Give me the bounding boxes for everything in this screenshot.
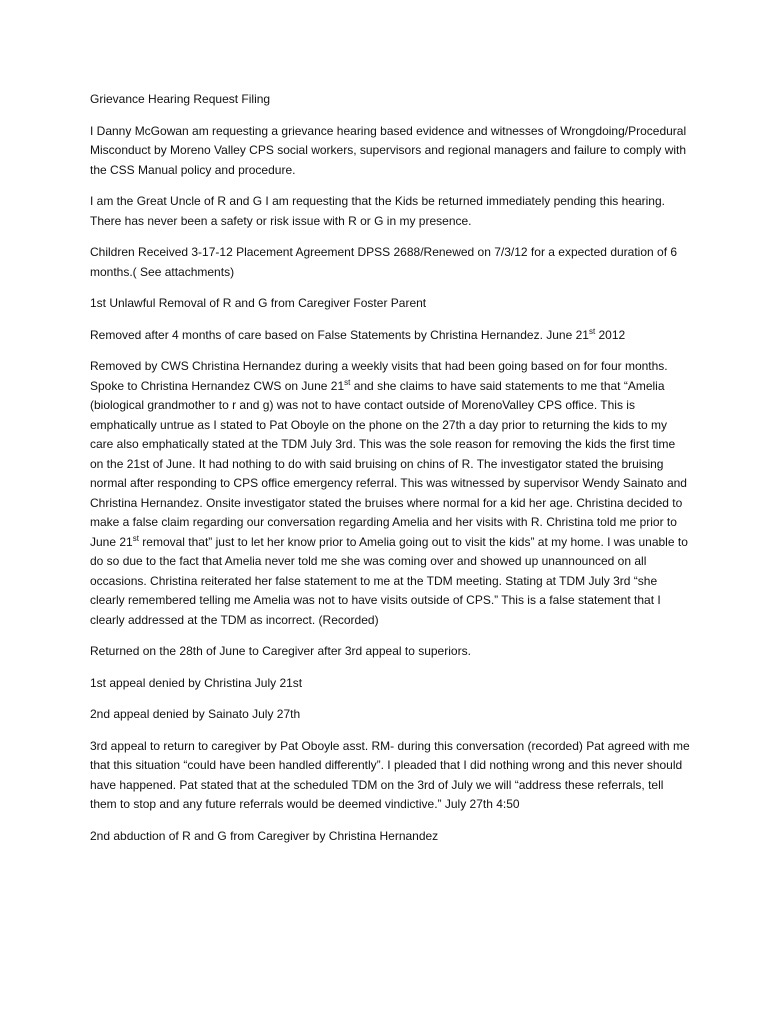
section-heading-first-removal: 1st Unlawful Removal of R and G from Caregiver Foster Parent [90,296,427,310]
paragraph-placement: Children Received 3-17-12 Placement Agreement DPSS 2688/Renewed on 7/3/12 for a expected duration of 6 months.( See attachments) [90,245,678,279]
paragraph-removed-date [90,326,690,346]
removed-date-sup: st [588,326,596,336]
removal-details-sup2: st [132,533,139,543]
removal-details-part1: Removed by CWS Christina Hernandez during a weekly visits that had been going based on for four months. Spoke to Christina Hernandez CWS on June 21 [90,359,668,393]
document-body [90,90,690,858]
removal-details-part2: and she claims to have said statements to me that “Amelia (biological grandmother to r and g) was not to have contact outside of MorenoValley CPS office. This is emphatically untrue as I stated to Pat Oboyle on the phone on the 27th a day prior to returning the kids to my care also emphatically stated at the TDM July 3rd. This was the sole reason for removing the kids the first time on the 21st of June. It had nothing to do with said bruising on chins of R. The investigator stated the bruising normal after responding to CPS office emergency referral. This was witnessed by supervisor Wendy Sainato and Christina Hernandez. Onsite investigator stated the bruises where normal for a kid her age. Christina decided to make a false claim regarding our conversation regarding Amelia and her visits with R. Christina told me prior to June 21 [90,378,687,549]
paragraph-removal-details [90,357,690,630]
removed-date-text: Removed after 4 months of care based on False Statements by Christina Hernandez. June 21 [90,327,589,342]
removal-details-sup1: st [344,377,351,387]
paragraph-first-appeal: 1st appeal denied by Christina July 21st [90,675,303,690]
paragraph-third-appeal: 3rd appeal to return to caregiver by Pat Oboyle asst. RM- during this conversation (recorded) Pat agreed with me that this situation “could have been handled differently”. I pleaded that I did nothing wrong and this never should have happened. Pat stated that at the scheduled TDM on the 3rd of July we will “address these referrals, tell them to stop and any future referrals would be deemed vindictive.” July 27th 4:50 [90,738,690,811]
document-title: Grievance Hearing Request Filing [90,92,271,106]
section-heading-second-abduction: 2nd abduction of R and G from Caregiver by Christina Hernandez [90,828,439,843]
paragraph-request: I Danny McGowan am requesting a grievance hearing based evidence and witnesses of Wrongdoing/Procedural Misconduct by Moreno Valley CPS social workers, supervisors and regional managers and failure to comply with the CSS Manual policy and procedure. [90,123,687,177]
paragraph-returned: Returned on the 28th of June to Caregiver after 3rd appeal to superiors. [90,644,471,658]
paragraph-second-appeal: 2nd appeal denied by Sainato July 27th [90,707,301,721]
paragraph-relationship: I am the Great Uncle of R and G I am requesting that the Kids be returned immediately pending this hearing. There has never been a safety or risk issue with R or G in my presence. [90,194,665,228]
removed-date-tail: 2012 [595,327,626,342]
removal-details-part3: removal that” just to let her know prior to Amelia going out to visit the kids” at my home. I was unable to do so due to the fact that Amelia never told me she was coming over and showed up unannounced on all occasions. Christina reiterated her false statement to me at the TDM meeting. Stating at TDM July 3rd “she clearly remembered telling me Amelia was not to have visits outside of CPS.” This is a false statement that I clearly addressed at the TDM as incorrect. (Recorded) [90,534,688,627]
